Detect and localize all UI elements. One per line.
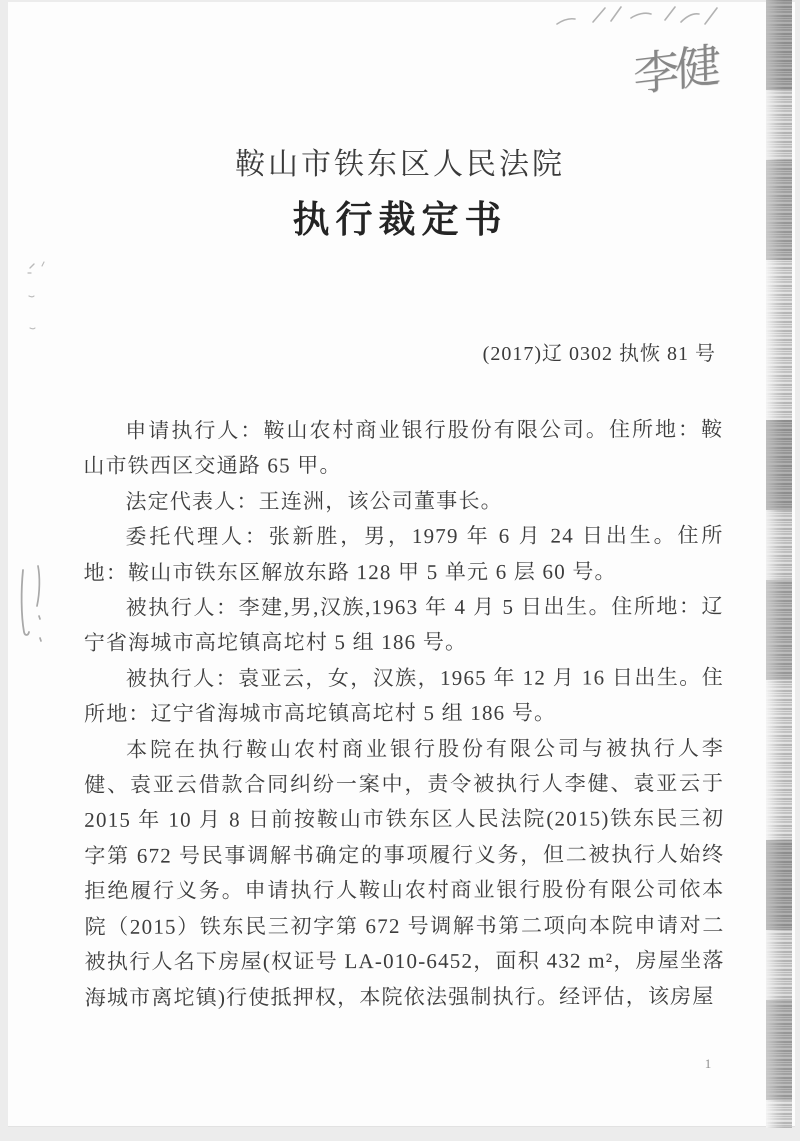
paragraph-applicant: 申请执行人：鞍山农村商业银行股份有限公司。住所地：鞍山市铁西区交通路 65 甲。 [83, 417, 724, 479]
page-number: 1 [704, 1056, 712, 1071]
paragraph-respondent-2: 被执行人：袁亚云，女，汉族，1965 年 12 月 16 日出生。住所地：辽宁省海城市高坨镇高坨村 5 组 186 号。 [83, 665, 724, 727]
document-title: 执行裁定书 [292, 200, 508, 241]
paragraph-legal-representative: 法定代表人：王连洲，该公司董事长。 [125, 488, 503, 514]
paragraph-agent: 委托代理人：张新胜，男，1979 年 6 月 24 日出生。住所地：鞍山市铁东区解放东路 128 甲 5 单元 6 层 60 号。 [83, 523, 724, 585]
court-name: 鞍山市铁东区人民法院 [235, 148, 565, 181]
paragraph-respondent-1: 被执行人：李建,男,汉族,1963 年 4 月 5 日出生。住所地：辽宁省海城市高坨镇高坨村 5 组 186 号。 [83, 594, 724, 656]
paragraph-ruling-body: 本院在执行鞍山农村商业银行股份有限公司与被执行人李健、袁亚云借款合同纠纷一案中，责令被执行人李健、袁亚云于 2015 年 10 月 8 日前按鞍山市铁东区人民法院(2015)铁东民三初字第 672 号民事调解书确定的事项履行义务，但二被执行人始终拒绝履行义务。申请执行人鞍山农村商业银行股份有限公司依本院（2015）铁东民三初字第 672 号调解书第二项向本院申请对二被执行人名下房屋(权证号 LA-010-6452，面积 432 m²，房屋坐落海城市离坨镇)行使抵押权，本院依法强制执行。经评估，该房屋 [84, 735, 725, 1010]
left-margin-marks [0, 240, 60, 660]
case-number: (2017)辽 0302 执恢 81 号 [482, 343, 716, 365]
document-body [83, 412, 725, 1016]
handwritten-name: 李健 [632, 39, 718, 102]
